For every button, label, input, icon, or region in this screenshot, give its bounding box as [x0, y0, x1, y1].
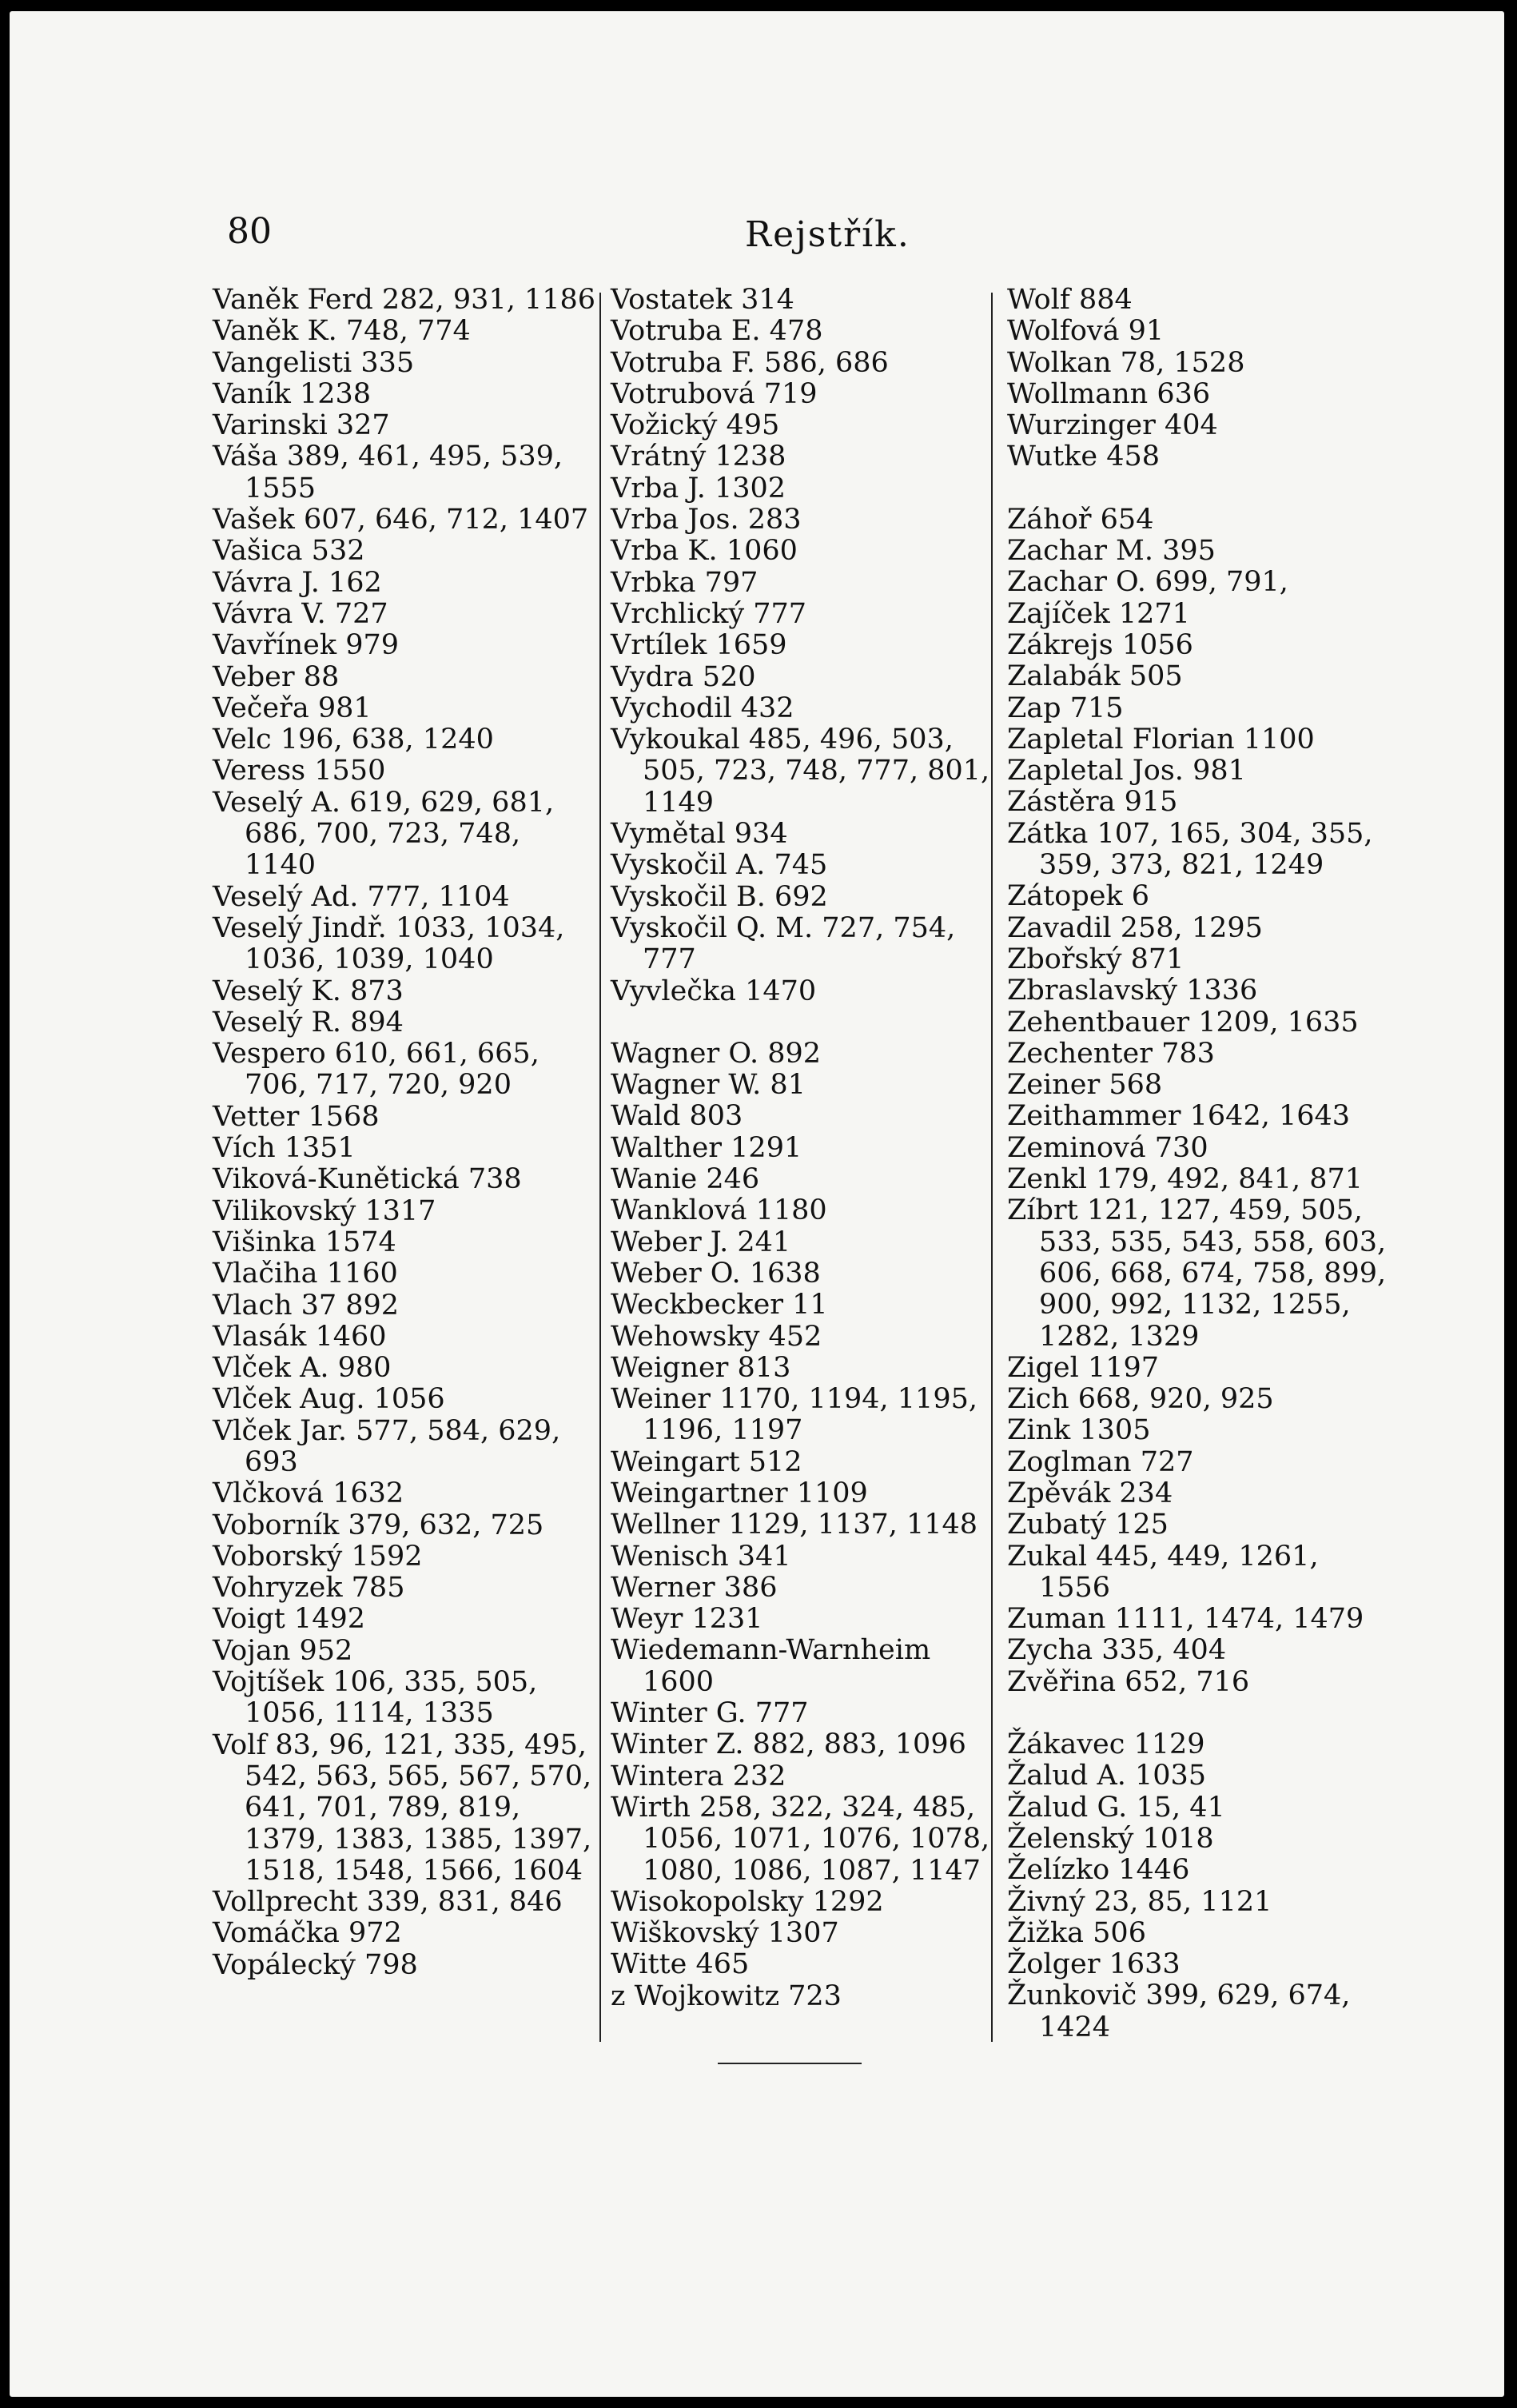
index-entry: Vožický 495 [611, 409, 780, 442]
index-column-3 [1007, 285, 1391, 2043]
index-entry: Vlasák 1460 [213, 1320, 387, 1353]
index-entry: Zich 668, 920, 925 [1007, 1383, 1274, 1416]
index-entry: Wald 803 [611, 1100, 743, 1133]
index-entry: Vrtílek 1659 [611, 629, 787, 662]
index-entry: Zuman 1111, 1474, 1479 [1007, 1603, 1364, 1636]
index-entry: Vetter 1568 [213, 1100, 380, 1133]
index-entry: Wurzinger 404 [1007, 409, 1218, 442]
index-entry: Wanie 246 [611, 1163, 760, 1196]
index-entry: Vaník 1238 [213, 377, 372, 410]
book-page [10, 11, 1504, 2397]
index-entry: Vyskočil A. 745 [611, 849, 828, 882]
index-entry: Zvěřina 652, 716 [1007, 1665, 1250, 1698]
index-entry: Vrba J. 1302 [611, 472, 786, 504]
index-entry: Winter Z. 882, 883, 1096 [611, 1728, 966, 1761]
index-entry: Vlček A. 980 [213, 1352, 392, 1385]
index-entry: Weingart 512 [611, 1445, 802, 1478]
column-divider [991, 293, 993, 2042]
index-entry: Vrba Jos. 283 [611, 504, 802, 536]
index-entry: Vojtíšek 106, 335, 505, 1056, 1114, 1335 [213, 1666, 538, 1730]
index-entry: Veselý Jindř. 1033, 1034, 1036, 1039, 1040 [213, 911, 565, 976]
index-entry: Wenisch 341 [611, 1540, 791, 1573]
index-entry: Zeiner 568 [1007, 1069, 1163, 1102]
page-title: Rejstřík. [745, 214, 910, 255]
index-entry: Zenkl 179, 492, 841, 871 [1007, 1163, 1364, 1196]
index-entry: Zukal 445, 449, 1261, 1556 [1007, 1540, 1319, 1604]
index-entry: Vaněk K. 748, 774 [213, 315, 471, 348]
index-entry: Votrubová 719 [611, 377, 818, 410]
index-entry: Žalud A. 1035 [1007, 1760, 1207, 1792]
index-entry: Zbořský 871 [1007, 943, 1185, 975]
letter-section-gap [1007, 473, 1391, 504]
index-entry: Wagner O. 892 [611, 1037, 822, 1070]
index-entry: Vrba K. 1060 [611, 535, 798, 568]
index-entry: Veselý K. 873 [213, 975, 404, 1007]
letter-section-gap [611, 1007, 996, 1039]
index-entry: Zachar O. 699, 791, [1007, 566, 1288, 599]
index-entry: Velc 196, 638, 1240 [213, 724, 494, 756]
index-entry: Žákavec 1129 [1007, 1728, 1205, 1761]
index-entry: Zbraslavský 1336 [1007, 975, 1258, 1007]
index-entry: Werner 386 [611, 1571, 778, 1604]
index-entry: Večeřa 981 [213, 692, 372, 724]
page-number: 80 [227, 211, 272, 252]
index-entry: Vrchlický 777 [611, 597, 807, 630]
index-entry: Zeithammer 1642, 1643 [1007, 1100, 1351, 1133]
column-divider [599, 293, 601, 2042]
index-entry: Vollprecht 339, 831, 846 [213, 1886, 563, 1919]
index-entry: Vyskočil B. 692 [611, 880, 828, 913]
letter-section-gap [1007, 1698, 1391, 1729]
index-entry: Votruba E. 478 [611, 315, 823, 348]
index-entry: Weiner 1170, 1194, 1195, 1196, 1197 [611, 1383, 977, 1447]
index-entry: Wisokopolsky 1292 [611, 1885, 884, 1918]
index-column-1 [213, 285, 596, 1981]
index-entry: Vlačiha 1160 [213, 1258, 398, 1290]
index-entry: Zíbrt 121, 127, 459, 505, 533, 535, 543, 558, 603, 606, 668, 674, 758, 899, 900, 992, 1132, 1255, 1282, 1329 [1007, 1194, 1387, 1353]
index-entry: Zeminová 730 [1007, 1131, 1208, 1164]
index-entry: Vašica 532 [213, 535, 365, 568]
index-entry: Wiškovský 1307 [611, 1917, 839, 1950]
index-entry: Zalabák 505 [1007, 660, 1183, 693]
index-entry: Vávra V. 727 [213, 597, 388, 630]
index-entry: Zap 715 [1007, 692, 1124, 724]
index-entry: Vlach 37 892 [213, 1289, 400, 1322]
index-entry: Zapletal Florian 1100 [1007, 723, 1315, 755]
index-entry: Želenský 1018 [1007, 1822, 1214, 1855]
index-entry: z Wojkowitz 723 [611, 1979, 842, 2012]
index-column-2 [611, 285, 996, 2012]
index-entry: Žolger 1633 [1007, 1948, 1181, 1981]
index-entry: Vykoukal 485, 496, 503, 505, 723, 748, 777, 801, 1149 [611, 724, 990, 819]
index-entry: Wutke 458 [1007, 441, 1161, 473]
index-entry: Vomáčka 972 [213, 1917, 402, 1950]
index-entry: Wiedemann-Warnheim 1600 [611, 1634, 931, 1698]
index-entry: Vydra 520 [611, 660, 756, 693]
index-entry: Wintera 232 [611, 1760, 786, 1792]
index-entry: Witte 465 [611, 1948, 750, 1981]
index-entry: Zapletal Jos. 981 [1007, 755, 1246, 787]
index-entry: Vích 1351 [213, 1132, 356, 1165]
index-entry: Wolfová 91 [1007, 315, 1165, 348]
index-entry: Vychodil 432 [611, 692, 794, 724]
index-entry: Zátka 107, 165, 304, 355, 359, 373, 821, 1249 [1007, 817, 1373, 882]
index-entry: Žunkovič 399, 629, 674, 1424 [1007, 1979, 1351, 2043]
index-entry: Vlček Aug. 1056 [213, 1383, 445, 1416]
index-entry: Živný 23, 85, 1121 [1007, 1885, 1272, 1918]
index-entry: Vostatek 314 [611, 284, 794, 316]
index-entry: Weber J. 241 [611, 1226, 791, 1258]
index-entry: Zástěra 915 [1007, 786, 1178, 819]
index-entry: Wagner W. 81 [611, 1069, 806, 1102]
index-entry: Vohryzek 785 [213, 1572, 405, 1605]
index-entry: Zpěvák 234 [1007, 1477, 1173, 1509]
index-entry: Zehentbauer 1209, 1635 [1007, 1006, 1359, 1039]
index-entry: Walther 1291 [611, 1131, 802, 1164]
index-entry: Vymětal 934 [611, 818, 788, 851]
index-entry: Zubatý 125 [1007, 1509, 1169, 1541]
index-entry: Wirth 258, 322, 324, 485, 1056, 1071, 1076, 1078, 1080, 1086, 1087, 1147 [611, 1791, 990, 1887]
index-entry: Váša 389, 461, 495, 539, 1555 [213, 441, 563, 504]
index-entry: Vilikovský 1317 [213, 1194, 436, 1227]
index-entry: Veress 1550 [213, 755, 386, 787]
index-entry: Veber 88 [213, 660, 340, 693]
index-entry: Wolf 884 [1007, 284, 1133, 316]
index-entry: Varinski 327 [213, 409, 390, 442]
index-entry: Zavadil 258, 1295 [1007, 911, 1263, 944]
index-entry: Zoglman 727 [1007, 1445, 1194, 1478]
index-entry: Weckbecker 11 [611, 1289, 828, 1322]
index-entry: Weyr 1231 [611, 1603, 763, 1636]
index-entry: Vašek 607, 646, 712, 1407 [213, 504, 589, 536]
index-entry: Winter G. 777 [611, 1697, 809, 1730]
index-entry: Zycha 335, 404 [1007, 1634, 1227, 1667]
index-entry: Vavřínek 979 [213, 629, 400, 662]
index-entry: Vávra J. 162 [213, 566, 382, 599]
index-entry: Zigel 1197 [1007, 1351, 1160, 1384]
index-entry: Vrátný 1238 [611, 441, 786, 473]
index-entry: Wolkan 78, 1528 [1007, 346, 1245, 379]
index-entry: Volf 83, 96, 121, 335, 495, 542, 563, 565, 567, 570, 641, 701, 789, 819, 1379, 1383, 1385, 1397, 1518, 1548, 1566, 1604 [213, 1728, 592, 1887]
index-entry: Zachar M. 395 [1007, 535, 1216, 568]
index-entry: Voigt 1492 [213, 1603, 365, 1636]
index-entry: Viková-Kunětická 738 [213, 1163, 522, 1196]
index-entry: Wehowsky 452 [611, 1320, 822, 1353]
index-entry: Weber O. 1638 [611, 1257, 821, 1290]
index-entry: Wellner 1129, 1137, 1148 [611, 1509, 978, 1541]
index-entry: Veselý R. 894 [213, 1006, 404, 1039]
index-entry: Vyskočil Q. M. 727, 754, 777 [611, 911, 956, 976]
index-entry: Voborský 1592 [213, 1540, 423, 1573]
index-entry: Wollmann 636 [1007, 377, 1211, 410]
index-entry: Zink 1305 [1007, 1414, 1151, 1447]
index-entry: Zákrejs 1056 [1007, 628, 1193, 661]
index-entry: Zechenter 783 [1007, 1037, 1215, 1070]
end-rule [718, 2063, 862, 2064]
index-entry: Veselý A. 619, 629, 681, 686, 700, 723, 748, 1140 [213, 786, 555, 882]
index-entry: Zajíček 1271 [1007, 597, 1190, 630]
index-entry: Vojan 952 [213, 1634, 353, 1667]
index-entry: Žalud G. 15, 41 [1007, 1791, 1225, 1824]
index-entry: Veselý Ad. 777, 1104 [213, 880, 510, 913]
index-entry: Weingartner 1109 [611, 1477, 868, 1509]
index-entry: Votruba F. 586, 686 [611, 346, 889, 379]
index-entry: Záhoř 654 [1007, 503, 1154, 536]
index-entry: Vlček Jar. 577, 584, 629, 693 [213, 1414, 561, 1478]
index-entry: Weigner 813 [611, 1351, 791, 1384]
index-entry: Vaněk Ferd 282, 931, 1186 [213, 284, 596, 316]
index-entry: Žižka 506 [1007, 1916, 1146, 1949]
index-entry: Vopálecký 798 [213, 1948, 418, 1981]
index-entry: Wanklová 1180 [611, 1194, 827, 1227]
index-entry: Želízko 1446 [1007, 1854, 1190, 1887]
index-entry: Vyvlečka 1470 [611, 975, 817, 1007]
index-entry: Voborník 379, 632, 725 [213, 1509, 544, 1541]
index-entry: Vangelisti 335 [213, 346, 415, 379]
index-entry: Zátopek 6 [1007, 880, 1150, 913]
index-entry: Vespero 610, 661, 665, 706, 717, 720, 920 [213, 1038, 540, 1102]
index-entry: Vrbka 797 [611, 566, 758, 599]
index-entry: Vlčková 1632 [213, 1477, 404, 1510]
index-entry: Višinka 1574 [213, 1226, 396, 1258]
